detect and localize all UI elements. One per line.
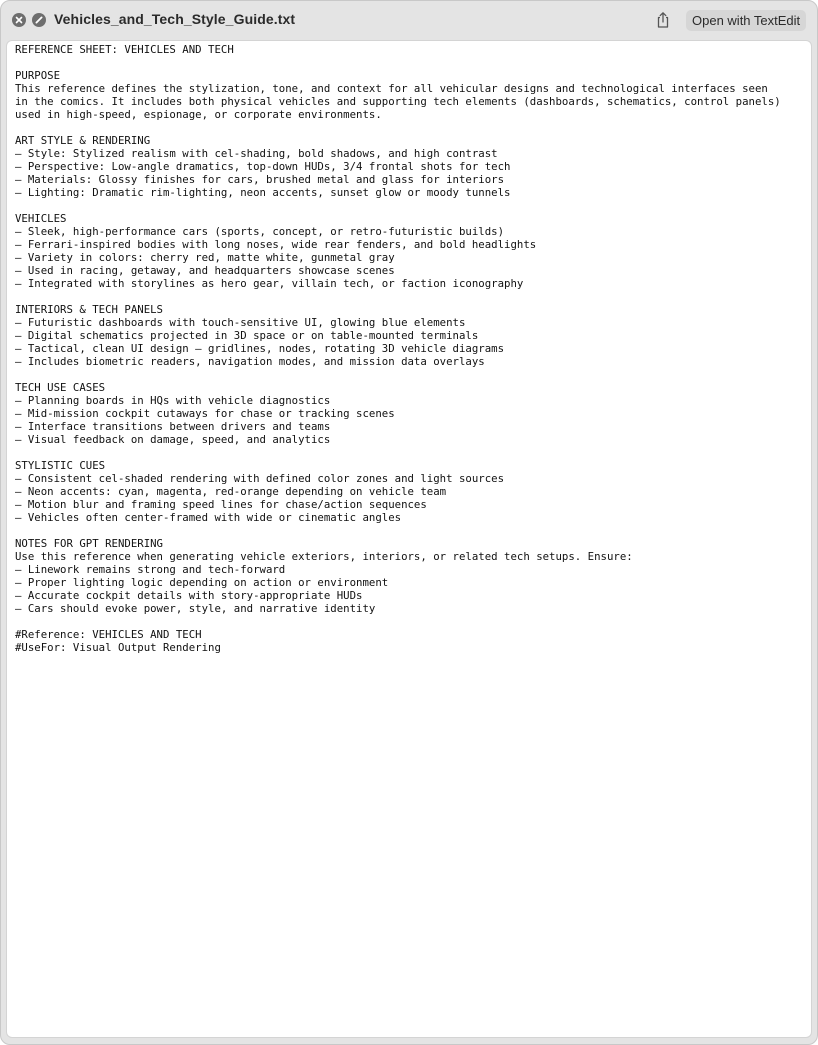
text-line: – Motion blur and framing speed lines for chase/action sequences: [15, 498, 427, 511]
text-line: – Integrated with storylines as hero gear, villain tech, or faction iconography: [15, 277, 524, 290]
text-line: This reference defines the stylization, tone, and context for all vehicular designs and technological interfaces seen: [15, 82, 768, 95]
text-line: – Used in racing, getaway, and headquarters showcase scenes: [15, 264, 395, 277]
text-line: [15, 56, 810, 69]
text-line: – Mid-mission cockpit cutaways for chase or tracking scenes: [15, 407, 395, 420]
text-line: – Style: Stylized realism with cel-shading, bold shadows, and high contrast: [15, 147, 498, 160]
text-line: in the comics. It includes both physical vehicles and supporting tech elements (dashboards, schematics, control panels): [15, 95, 781, 108]
title-bar: [1, 1, 817, 39]
text-line: – Proper lighting logic depending on action or environment: [15, 576, 389, 589]
text-line: – Neon accents: cyan, magenta, red-orange depending on vehicle team: [15, 485, 447, 498]
text-line: – Digital schematics projected in 3D space or on table-mounted terminals: [15, 329, 479, 342]
text-line: – Accurate cockpit details with story-appropriate HUDs: [15, 589, 363, 602]
text-line: INTERIORS & TECH PANELS: [15, 303, 163, 316]
document-preview: [6, 40, 812, 1038]
open-with-textedit-button[interactable]: Open with TextEdit: [686, 10, 806, 31]
text-line: TECH USE CASES: [15, 381, 106, 394]
text-line: – Interface transitions between drivers and teams: [15, 420, 331, 433]
text-line: – Cars should evoke power, style, and narrative identity: [15, 602, 376, 615]
text-line: Use this reference when generating vehicle exteriors, interiors, or related tech setups. Ensure:: [15, 550, 633, 563]
text-line: STYLISTIC CUES: [15, 459, 106, 472]
text-line: [15, 199, 810, 212]
text-line: used in high-speed, espionage, or corporate environments.: [15, 108, 382, 121]
text-line: – Planning boards in HQs with vehicle diagnostics: [15, 394, 331, 407]
text-line: [15, 121, 810, 134]
block-icon: [32, 13, 46, 27]
text-line: – Linework remains strong and tech-forward: [15, 563, 286, 576]
text-line: NOTES FOR GPT RENDERING: [15, 537, 163, 550]
text-line: – Vehicles often center-framed with wide or cinematic angles: [15, 511, 402, 524]
text-line: – Includes biometric readers, navigation modes, and mission data overlays: [15, 355, 485, 368]
fullscreen-button[interactable]: [32, 13, 46, 27]
text-line: #UseFor: Visual Output Rendering: [15, 641, 221, 654]
text-line: – Lighting: Dramatic rim-lighting, neon accents, sunset glow or moody tunnels: [15, 186, 511, 199]
document-text: [15, 43, 810, 654]
text-line: [15, 524, 810, 537]
text-line: – Futuristic dashboards with touch-sensitive UI, glowing blue elements: [15, 316, 466, 329]
text-line: – Tactical, clean UI design – gridlines, nodes, rotating 3D vehicle diagrams: [15, 342, 505, 355]
text-line: – Materials: Glossy finishes for cars, brushed metal and glass for interiors: [15, 173, 505, 186]
window-title: Vehicles_and_Tech_Style_Guide.txt: [54, 11, 296, 27]
text-line: [15, 368, 810, 381]
share-icon: [655, 11, 671, 29]
text-line: – Variety in colors: cherry red, matte white, gunmetal gray: [15, 251, 395, 264]
text-line: PURPOSE: [15, 69, 61, 82]
text-line: – Consistent cel-shaded rendering with defined color zones and light sources: [15, 472, 505, 485]
text-line: – Ferrari-inspired bodies with long noses, wide rear fenders, and bold headlights: [15, 238, 537, 251]
text-line: [15, 290, 810, 303]
close-icon: [12, 13, 26, 27]
text-line: ART STYLE & RENDERING: [15, 134, 151, 147]
close-button[interactable]: [12, 13, 26, 27]
text-line: – Visual feedback on damage, speed, and analytics: [15, 433, 331, 446]
text-line: #Reference: VEHICLES AND TECH: [15, 628, 202, 641]
text-line: VEHICLES: [15, 212, 67, 225]
text-line: [15, 446, 810, 459]
share-button[interactable]: [653, 10, 673, 30]
text-line: – Perspective: Low-angle dramatics, top-down HUDs, 3/4 frontal shots for tech: [15, 160, 511, 173]
text-line: REFERENCE SHEET: VEHICLES AND TECH: [15, 43, 234, 56]
text-line: [15, 615, 810, 628]
text-line: – Sleek, high-performance cars (sports, concept, or retro-futuristic builds): [15, 225, 505, 238]
